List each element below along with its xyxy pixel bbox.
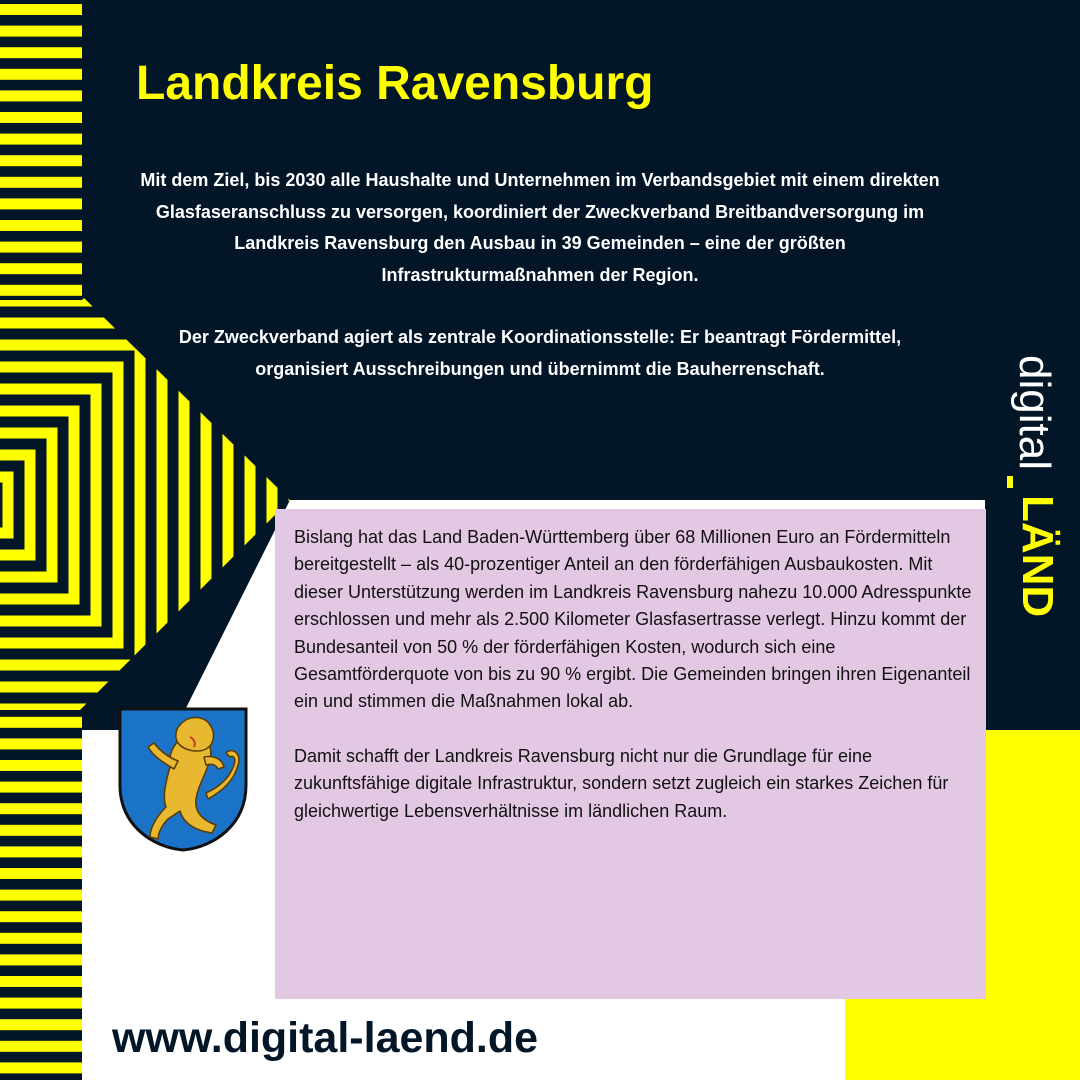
pattern-stripe [0,112,82,123]
pattern-stripe [0,760,82,771]
pattern-stripe [0,738,82,749]
pattern-stripe [0,242,82,253]
pattern-stripe [0,285,82,296]
pattern-stripe [0,998,82,1009]
intro-text [130,165,950,385]
logo-word-digital: digital [1010,355,1059,470]
pattern-stripe [0,717,82,728]
coat-of-arms-lion-icon [118,707,248,852]
panel-paragraph: Bislang hat das Land Baden-Württemberg über 68 Millionen Euro an Fördermitteln bereitgestellt – als 40-prozentiger Anteil an den förderfähigen Ausbaukosten. Mit dieser Unterstützung werden im Landkreis Ravensburg nahezu 10.000 Adresspunkte erschlossen und mehr als 2.500 Kilometer Glasfasertrasse verlegt. Hinzu kommt der Bundesanteil von 50 % der förderfähigen Kosten, wodurch sich eine Gesamtförderquote von bis zu 90 % ergibt. Die Gemeinden bringen ihren Eigenanteil ein und stimmen die Maßnahmen lokal ab. [294,527,972,712]
intro-paragraph: Der Zweckverband agiert als zentrale Koordinationsstelle: Er beantragt Fördermittel, organisiert Ausschreibungen und übernimmt die Bauherrenschaft. [178,327,902,379]
pattern-stripe [0,1041,82,1052]
pattern-stripe [0,90,82,101]
pattern-stripe [0,954,82,965]
pattern-stripe [0,198,82,209]
pattern-stripe [0,47,82,58]
pattern-stripe [0,69,82,80]
pattern-stripe [0,1062,82,1073]
page-title: Landkreis Ravensburg [136,57,654,110]
digital-laend-logo [1003,355,1073,630]
pattern-stripe [0,803,82,814]
logo-word-laend: LÄND [1013,495,1062,618]
panel-paragraph: Damit schafft der Landkreis Ravensburg nicht nur die Grundlage für eine zukunftsfähige digitale Infrastruktur, sondern setzt zugleich ein starkes Zeichen für gleichwertige Lebensverhältnisse im ländlichen Raum. [294,745,949,821]
pattern-stripe [0,1019,82,1030]
pattern-stripe [0,134,82,145]
pattern-stripe [0,846,82,857]
info-panel-text [294,524,974,825]
pattern-stripe [0,825,82,836]
pattern-stripe [0,155,82,166]
pattern-stripe [0,177,82,188]
pattern-stripe [0,868,82,879]
pattern-stripe [0,220,82,231]
pattern-stripe [0,782,82,793]
pattern-stripe [0,911,82,922]
website-link[interactable]: www.digital-laend.de [112,1014,539,1062]
pattern-stripe [0,263,82,274]
pattern-stripe [0,26,82,37]
pattern-stripe [0,933,82,944]
intro-paragraph: Mit dem Ziel, bis 2030 alle Haushalte und Unternehmen im Verbandsgebiet mit einem direkten Glasfaseranschluss zu versorgen, koordiniert der Zweckverband Breitbandversorgung im Landkreis Ravensburg den Ausbau in 39 Gemeinden – eine der größten Infrastrukturmaßnahmen der Region. [140,170,940,285]
logo-bracket-icon [1007,476,1013,488]
pattern-stripe [0,976,82,987]
pattern-stripe [0,890,82,901]
pattern-stripe [0,4,82,15]
